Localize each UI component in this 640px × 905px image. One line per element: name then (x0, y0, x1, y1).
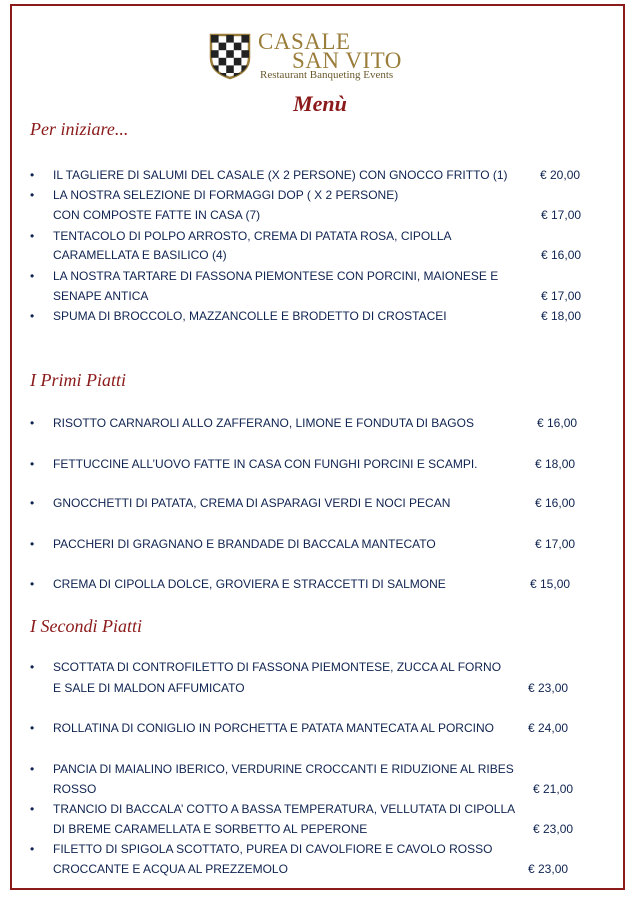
menu-item-description: DI BREME CARAMELLATA E SORBETTO AL PEPERONE (53, 822, 368, 836)
section-title: I Secondi Piatti (30, 616, 142, 636)
bullet-icon: • (30, 842, 35, 856)
menu-item-description: FILETTO DI SPIGOLA SCOTTATO, PUREA DI CAVOLFIORE E CAVOLO ROSSO (53, 842, 493, 856)
menu-item-description: IL TAGLIERE DI SALUMI DEL CASALE (X 2 PERSONE) CON GNOCCO FRITTO (1) (53, 168, 508, 182)
brand-name-line1: CASALE (258, 29, 351, 54)
menu-item-description: SENAPE ANTICA (53, 289, 149, 303)
bullet-icon: • (30, 229, 35, 243)
menu-item-description: CON COMPOSTE FATTE IN CASA (7) (53, 208, 261, 222)
menu-item-description: LA NOSTRA SELEZIONE DI FORMAGGI DOP ( X 2 PERSONE) (53, 188, 399, 202)
menu-item-price: € 16,00 (535, 496, 576, 510)
menu-item-description: TENTACOLO DI POLPO ARROSTO, CREMA DI PATATA ROSA, CIPOLLA (53, 229, 452, 243)
menu-item-description: ROSSO (53, 782, 97, 796)
brand-tagline: Restaurant Banqueting Events (260, 69, 394, 81)
bullet-icon: • (30, 269, 35, 283)
menu-item-price: € 16,00 (541, 248, 582, 262)
menu-item-description: FETTUCCINE ALL’UOVO FATTE IN CASA CON FUNGHI PORCINI E SCAMPI. (53, 457, 478, 471)
bullet-icon: • (30, 309, 35, 323)
bullet-icon: • (30, 188, 35, 202)
menu-item-description: LA NOSTRA TARTARE DI FASSONA PIEMONTESE CON PORCINI, MAIONESE E (53, 269, 499, 283)
menu-item-price: € 17,00 (541, 289, 582, 303)
bullet-icon: • (30, 537, 35, 551)
menu-item-description: PANCIA DI MAIALINO IBERICO, VERDURINE CROCCANTI E RIDUZIONE AL RIBES (53, 762, 514, 776)
section-title: Per iniziare... (30, 119, 129, 139)
checkered-shield-icon (208, 32, 252, 80)
menu-item-price: € 23,00 (533, 822, 574, 836)
menu-item-price: € 24,00 (528, 721, 569, 735)
menu-item-description: CARAMELLATA E BASILICO (4) (53, 248, 227, 262)
bullet-icon: • (30, 802, 35, 816)
logo (208, 29, 508, 82)
menu-item-price: € 17,00 (535, 537, 576, 551)
bullet-icon: • (30, 416, 35, 430)
brand-name-line2: SAN VITO (292, 48, 402, 73)
menu-item-description: CROCCANTE E ACQUA AL PREZZEMOLO (53, 862, 288, 876)
menu-item-description: CREMA DI CIPOLLA DOLCE, GROVIERA E STRACCETTI DI SALMONE (53, 577, 446, 591)
menu-item-price: € 23,00 (528, 862, 569, 876)
bullet-icon: • (30, 496, 35, 510)
bullet-icon: • (30, 457, 35, 471)
menu-item-price: € 18,00 (535, 457, 576, 471)
menu-item-description: SPUMA DI BROCCOLO, MAZZANCOLLE E BRODETTO DI CROSTACEI (53, 309, 447, 323)
menu-item-description: PACCHERI DI GRAGNANO E BRANDADE DI BACCALA MANTECATO (53, 537, 436, 551)
menu-item-description: GNOCCHETTI DI PATATA, CREMA DI ASPARAGI VERDI E NOCI PECAN (53, 496, 451, 510)
menu-title: Menù (293, 91, 347, 116)
bullet-icon: • (30, 168, 35, 182)
menu-item-description: TRANCIO DI BACCALA’ COTTO A BASSA TEMPERATURA, VELLUTATA DI CIPOLLA (53, 802, 516, 816)
menu-item-description: RISOTTO CARNAROLI ALLO ZAFFERANO, LIMONE E FONDUTA DI BAGOS (53, 416, 474, 430)
menu-item-price: € 18,00 (541, 309, 582, 323)
menu-item-price: € 17,00 (541, 208, 582, 222)
bullet-icon: • (30, 721, 35, 735)
bullet-icon: • (30, 660, 35, 674)
menu-item-price: € 23,00 (528, 681, 569, 695)
bullet-icon: • (30, 762, 35, 776)
menu-item-price: € 15,00 (530, 577, 571, 591)
menu-item-price: € 20,00 (540, 168, 581, 182)
section-title: I Primi Piatti (30, 370, 126, 390)
menu-item-description: SCOTTATA DI CONTROFILETTO DI FASSONA PIEMONTESE, ZUCCA AL FORNO (53, 660, 502, 674)
menu-item-description: ROLLATINA DI CONIGLIO IN PORCHETTA E PATATA MANTECATA AL PORCINO (53, 721, 494, 735)
bullet-icon: • (30, 577, 35, 591)
menu-item-price: € 21,00 (533, 782, 574, 796)
menu-item-price: € 16,00 (537, 416, 578, 430)
menu-item-description: E SALE DI MALDON AFFUMICATO (53, 681, 245, 695)
